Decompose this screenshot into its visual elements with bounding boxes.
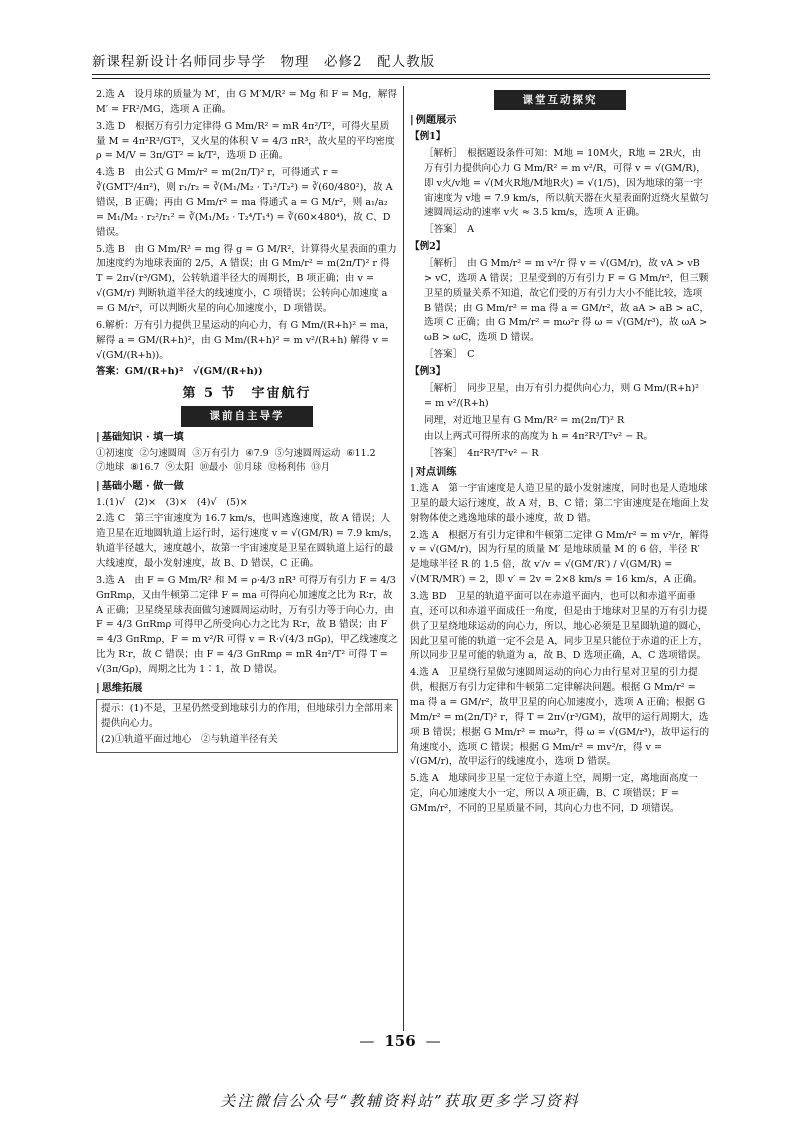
subheading-basic-knowledge: | 基础知识 · 填一填 [96,430,398,446]
example-2-answer: ［答案］ C [424,349,475,361]
thinking-hint-2: (2)①轨道平面过地心 ②与轨道半径有关 [101,734,278,746]
fill-item: ⑬月 [311,462,331,474]
fill-item: ⑥11.2 [346,447,376,459]
practice-4: 4.选 A 卫星绕行星做匀速圆周运动的向心力由行星对卫星的引力提供，根据万有引力定律和牛顿第二定律解决问题。根据 G Mm/r² = ma 得 a = GM/r²，故甲卫星的向心加速度小，选项 A 正确；根据 G Mm/r² = m(2π/T)² r，得 T = 2π√(r³/GM)，故甲的运行周期大，选项 B 错误；根据 G Mm/r² = mω²r，得 ω = √(GM/r³)，故甲运行的角速度小，选项 C 错误；根据 G Mm/r² = mv²/r，得 v = √(GM/r)，故甲运行的线速度小，选项 D 错误。 [410,667,710,768]
practice-1: 1.选 A 第一宇宙速度是人造卫星的最小发射速度，同时也是人造地球卫星的最大运行速度，故 A 对，B、C 错；第二宇宙速度是在地面上发射物体使之逃逸地球的最小速度，故 D 错。 [410,482,710,524]
fill-item: ①初速度 [96,447,134,459]
example-2-label: 【例2】 [410,241,446,253]
fill-item: ④7.9 [245,447,269,459]
fill-item: ⑨太阳 [165,462,194,474]
thinking-hint-1: 提示：(1)不是，卫星仍然受到地球引力的作用，但地球引力全部用来提供向心力。 [101,702,393,729]
answer-4: 4.选 B 由公式 G Mm/r² = m(2π/T)² r，可得通式 r = ∛(GMT²/4π²)，则 r₁/r₂ = ∛(M₁/M₂ · T₁²/T₂²) = ∛(60/480²)，故 A 错误，B 正确；再由 G Mm/r² = ma 得通式 a = G M/r²，则 a₁/a₂ = M₁/M₂ · r₂²/r₁² = ∛(M₁/M₂ · T₂⁴/T₁⁴) = ∛(60×480⁴)，故 C、D 错误。 [96,167,393,238]
practice-2: 2.选 A 根据万有引力定律和牛顿第二定律 G Mm/r² = m v²/r，解得 v = √(GM/r)，因为行星的质量 M′ 是地球质量 M 的 6 倍，半径 R′ 是地球半径 R 的 1.5 倍，故 v′/v = √(GM′/R′) / √(GM/R) = √(M′R/MR′) = 2，即 v′ = 2v = 2×8 km/s = 16 km/s，A 正确。 [410,529,709,586]
example-3-step: 同理，对近地卫星有 G Mm/R² = m(2π/T)² R [424,414,625,426]
header-rule-bottom [92,78,710,79]
example-3-result: 由以上两式可得所求的高度为 h = 4π²R³/T²v² − R。 [424,431,654,443]
question-1: 1.(1)√ (2)× (3)× (4)√ (5)× [96,496,248,508]
subheading-examples: | 例题展示 [410,113,710,129]
section-title: 第 5 节 宇宙航行 [182,386,312,402]
answer-6: 6.解析：万有引力提供卫星运动的向心力，有 G Mm/(R+h)² = ma，解得 a = GM/(R+h)²，由 G Mm/(R+h)² = m v²/(R+h) 解得 v = √(GM/(R+h))。 [96,319,395,361]
banner-classroom: 课堂互动探究 [494,90,626,110]
footer-note: 关注微信公众号“教辅资料站”获取更多学习资料 [220,1092,580,1110]
question-2: 2.选 C 第三宇宙速度为 16.7 km/s，也叫逃逸速度，故 A 错误；人造卫星在近地圆轨道上运行时，运行速度 v = √(GM/R) = 7.9 km/s，轨道半径越大，速度越小，故第一宇宙速度是卫星在圆轨道上运行的最大线速度，最小发射速度，故 B、D 错误，C 正确。 [96,513,398,569]
left-column [96,88,398,753]
fill-item: ⑤匀速圆周运动 [274,447,341,459]
subheading-practice: | 对点训练 [410,465,710,481]
answer-2: 2.选 A 设月球的质量为 M′，由 G M′M/R² = Mg 和 F = Mg，解得 M′ = FR²/MG，选项 A 正确。 [96,89,397,115]
page-number: — 156 — [359,1032,441,1050]
fill-item: ⑫杨利伟 [267,462,306,474]
example-3-analysis: ［解析］ 同步卫星，由万有引力提供向心力，则 G Mm/(R+h)² = m v²/(R+h) [424,382,699,409]
answer-3: 3.选 D 根据万有引力定律得 G Mm/R² = mR 4π²/T²，可得火星质量 M = 4π²R³/GT²，又火星的体积 V = 4/3 πR³，故火星的平均密度 ρ = M/V = 3π/GT² = k/T²，选项 D 正确。 [96,120,395,162]
fill-item: ⑩最小 [199,462,228,474]
fill-item: ③万有引力 [192,447,240,459]
right-column [410,88,710,819]
practice-3: 3.选 BD 卫星的轨道平面可以在赤道平面内，也可以和赤道平面垂直，还可以和赤道平面成任一角度，但是由于地球对卫星的万有引力提供了卫星绕地球运动的向心力，所以，地心必须是卫星圆轨道的圆心，因此卫星可能的轨道一定不会是 A，同步卫星只能位于赤道的正上方，所以同步卫星可能的轨道为 a，故 B、D 选项正确，A、C 选项错误。 [410,590,708,662]
fill-item: ⑦地球 [96,462,125,474]
subheading-thinking: | 思维拓展 [96,681,398,697]
page-number-value: 156 [384,1032,416,1050]
example-1-label: 【例1】 [410,131,446,143]
page-header-title: 新课程新设计名师同步导学 物理 必修2 配人教版 [92,54,436,70]
header-rule-top [92,74,710,75]
practice-5: 5.选 A 地球同步卫星一定位于赤道上空，周期一定，离地面高度一定，向心加速度大小一定，所以 A 项正确，B、C 项错误；F = GMm/r²，不同的卫星质量不同，其向心力也不同，D 项错误。 [410,773,698,814]
example-1-analysis: ［解析］ 根据题设条件可知：M地 = 10M火，R地 = 2R火，由万有引力提供向心力 G Mm/R² = m v²/R，可得 v = √(GM/R)，即 v火/v地 = √(M火R地/M地R火) = √(1/5)，因为地球的第一宇宙速度为 v地 = 7.9 km/s，所以航天器在火星表面附近绕火星做匀速圆周运动的速率 v火 ≈ 3.5 km/s，选项 A 正确。 [424,147,709,219]
example-1-answer: ［答案］ A [424,224,475,236]
answer-6-result: 答案：GM/(R+h)² √(GM/(R+h)) [96,366,263,378]
thinking-box [96,699,398,754]
question-3: 3.选 A 由 F = G Mm/R² 和 M = ρ·4/3 πR³ 可得万有引力 F = 4/3 GπRmρ，又由牛顿第二定律 F = ma 可得向心加速度之比为 R∶r，故 A 正确；卫星绕星球表面做匀速圆周运动时，万有引力等于向心力，由 F = 4/3 GπRmρ 可得甲乙所受向心力之比为 R∶r，故 B 错误；由 F = 4/3 GπRmρ，F = m v²/R 可得 v = R·√(4/3 πGρ)，甲乙线速度之比为 R∶r，故 C 错误；由 F = 4/3 GπRmρ = mR 4π²/T² 可得 T = √(3π/Gρ)，周期之比为 1∶1，故 D 错误。 [96,574,398,675]
example-3-answer: ［答案］ 4π²R³/T²v² − R [424,448,539,460]
example-2-analysis: ［解析］ 由 G Mm/r² = m v²/r 得 v = √(GM/r)，故 vA > vB > vC，选项 A 错误；卫星受到的万有引力 F = G Mm/r²，但三颗卫星的质量关系不知道，故它们受的万有引力大小不能比较，选项 B 错误；由 G Mm/r² = ma 得 a = GM/r²，故 aA > aB > aC，选项 C 正确；由 G Mm/r² = mω²r 得 ω = √(GM/r³)，故 ωA > ωB > ωC，选项 D 错误。 [424,257,710,344]
column-divider [403,86,404,1031]
answer-5: 5.选 B 由 G Mm/R² = mg 得 g = G M/R²，计算得火星表面的重力加速度约为地球表面的 2/5，A 错误；由 G Mm/r² = m(2π/T)² r 得 T = 2π√(r³/GM)，公转轨道半径大的周期长，B 项正确；由 v = √(GM/r) 判断轨道半径大的线速度小，C 项错误；公转向心加速度 a = G M/r²，可以判断火星的向心加速度小，D 项错误。 [96,243,397,315]
banner-preclass: 课前自主导学 [181,406,313,426]
example-3-label: 【例3】 [410,365,446,377]
fill-item: ⑧16.7 [130,462,160,474]
fill-item: ②匀速圆周 [139,447,187,459]
fill-item: ⑪月球 [233,462,262,474]
subheading-basic-questions: | 基础小题 · 做一做 [96,479,398,495]
fill-answers [96,447,398,476]
